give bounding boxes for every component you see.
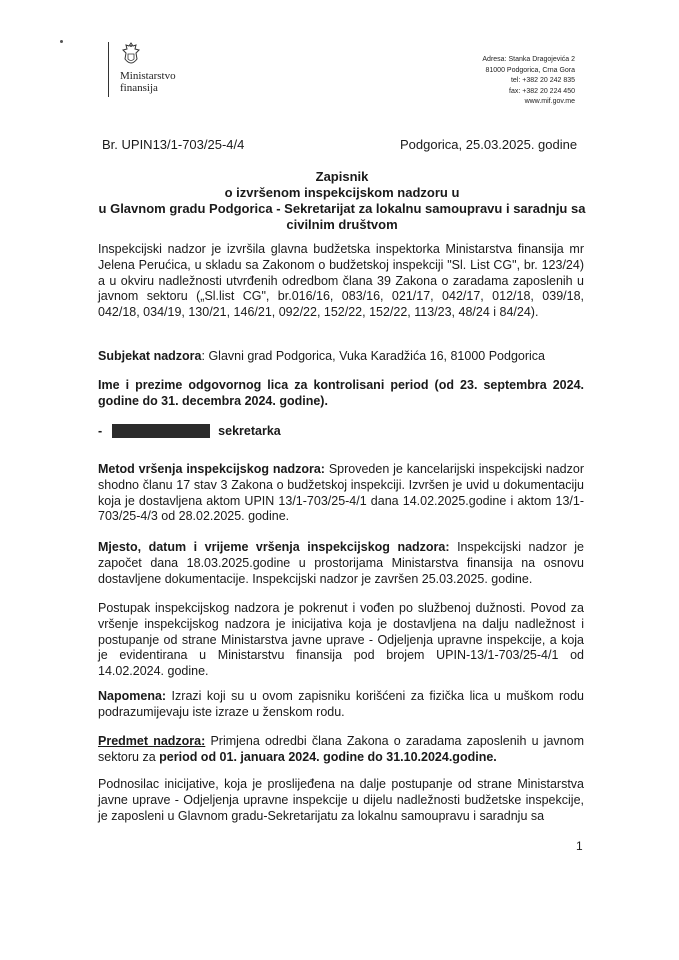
note-text: Izrazi koji su u ovom zapisniku korišćeni za fizička lica u muškom rodu podrazumijevaju iste izraze u ženskom rodu. <box>98 689 584 719</box>
initiator-paragraph: Podnosilac inicijative, koja je proslijeđena na dalje postupanje od strane Ministarstva javne uprave - Odjeljenja upravne inspekcije u dijelu nadležnosti budžetske inspekcije, je zaposleni u Glavnom gradu-Sekretarijatu za lokalnu samoupravu i saradnju sa <box>98 777 584 823</box>
scan-artifact <box>60 40 63 43</box>
scope-period: period od 01. januara 2024. godine do 31.10.2024.godine. <box>159 749 497 764</box>
ministry-name-line1: Ministarstvo <box>120 70 176 82</box>
subject-label: Subjekat nadzora <box>98 349 202 363</box>
title-line-4: civilnim društvom <box>286 217 398 232</box>
subject-paragraph <box>98 349 584 365</box>
document-date: Podgorica, 25.03.2025. godine <box>400 137 578 152</box>
responsible-role: sekretarka <box>218 424 281 438</box>
method-label: Metod vršenja inspekcijskog nadzora: <box>98 462 325 476</box>
title-line-3: u Glavnom gradu Podgorica - Sekretarijat za lokalnu samoupravu i saradnju sa <box>98 201 586 216</box>
method-paragraph <box>98 462 584 525</box>
responsible-heading: Ime i prezime odgovornog lica za kontrolisani period (od 23. septembra 2024. godine do 31. decembra 2024. godine). <box>98 378 584 408</box>
note-label: Napomena: <box>98 689 167 703</box>
scope-label: Predmet nadzora: <box>98 734 206 748</box>
title-line-2: o izvršenom inspekcijskom nadzoru u <box>224 185 460 200</box>
title-line-1: Zapisnik <box>315 169 369 184</box>
procedure-paragraph: Postupak inspekcijskog nadzora je pokrenut i vođen po službenoj dužnosti. Povod za vršenje inspekcijskog nadzora je inicijativa koja je dostavljena na dalju nadležnost i postupanje od strane Ministarstva javne uprave - Odjeljenja upravne inspekcije, a koja je evidentirana u Ministarstvu finansija pod brojem UPIN-13/1-703/25-4/1 od 14.02.2024. godine. <box>98 601 584 679</box>
redacted-name <box>112 424 210 438</box>
coat-of-arms-icon <box>120 42 142 68</box>
address-website: www.mif.gov.me <box>524 98 575 105</box>
place-text: Inspekcijski nadzor je započet dana 18.03.2025.godine u prostorijama Ministarstva finansija na osnovu dostavljene dokumentacije. Inspekcijski nadzor je završen 25.03.2025. godine. <box>98 540 584 586</box>
place-paragraph <box>98 540 584 587</box>
scope-text: Primjena odredbi člana Zakona o zaradama zaposlenih u javnom sektoru za <box>98 734 584 764</box>
responsible-dash: - <box>98 424 103 438</box>
note-paragraph <box>98 689 584 721</box>
address-block <box>375 55 575 108</box>
subject-value: : Glavni grad Podgorica, Vuka Karadžića 16, 81000 Podgorica <box>201 349 545 363</box>
method-text: Sproveden je kancelarijski inspekcijski nadzor shodno članu 17 stav 3 Zakona o budžetskoj inspekciji. Izvršen je uvid u dokumentaciju koja je dostavljena aktom UPIN 13/1-703/25-4/1 dana 14.02.2025.godine i aktom 13/1-703/25-4/3 od 28.02.2025. godine. <box>98 462 584 524</box>
reference-number: Br. UPIN13/1-703/25-4/4 <box>102 137 245 152</box>
address-phone: tel: +382 20 242 835 <box>510 77 575 84</box>
ministry-name <box>120 70 176 94</box>
responsible-person-row <box>98 424 281 438</box>
document-title <box>96 169 588 233</box>
page-number: 1 <box>576 839 583 853</box>
address-fax: fax: +382 20 224 450 <box>509 87 575 95</box>
place-label: Mjesto, datum i vrijeme vršenja inspekcijskog nadzora: <box>98 540 450 554</box>
scope-paragraph <box>98 734 584 766</box>
ministry-name-line2: finansija <box>120 82 158 94</box>
address-street: Adresa: Stanka Dragojevića 2 <box>482 56 575 63</box>
logo-divider <box>108 42 109 97</box>
address-city: 81000 Podgorica, Crna Gora <box>485 66 575 74</box>
intro-paragraph: Inspekcijski nadzor je izvršila glavna budžetska inspektorka Ministarstva finansija mr Jelena Perućica, u skladu sa Zakonom o budžetskoj inspekciji "Sl. List CG", br. 123/24) a u okviru nadležnosti utvrđenih odredbom člana 39 Zakona o zaradama zaposlenih u javnom sektoru („Sl.list CG", br.016/16, 083/16, 021/17, 042/17, 012/18, 039/18, 042/18, 034/19, 130/21, 146/21, 092/22, 152/22, 152/22, 113/23, 48/24 i 84/24). <box>98 242 584 320</box>
